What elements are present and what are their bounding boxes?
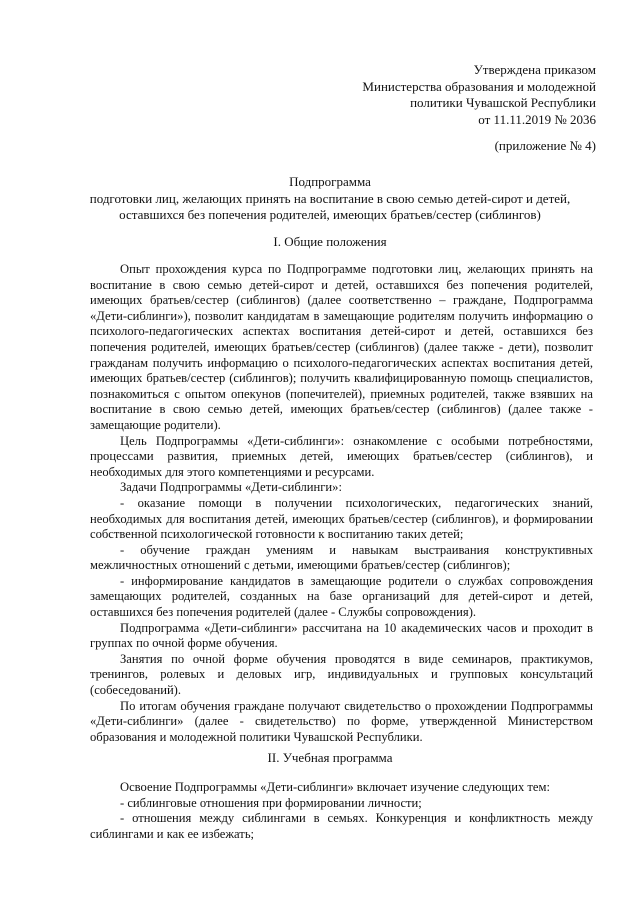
list-item: - информирование кандидатов в замещающие родители о службах сопровождения замещающих родителей, созданных на базе организаций для детей-сирот и детей, оставшихся без попечения родителей (далее - Службы сопровождения). [90,573,593,620]
approval-line: Утверждена приказом [473,62,596,77]
paragraph: Занятия по очной форме обучения проводятся в виде семинаров, практикумов, тренингов, ролевых и деловых игр, индивидуальных и групповых консультаций (собеседований). [90,651,593,698]
document-title [60,174,600,224]
section-2-body [90,780,593,842]
section-1-heading: I. Общие положения [273,234,387,249]
list-item: - обучение граждан умениям и навыкам выстраивания конструктивных межличностных отношений с детьми, имеющими братьев/сестер (сиблингов); [90,542,593,573]
paragraph: Задачи Подпрограммы «Дети-сиблинги»: [120,480,342,495]
list-item: - сиблинговые отношения при формировании личности; [120,795,422,810]
approval-block [362,62,596,128]
paragraph: Опыт прохождения курса по Подпрограмме подготовки лиц, желающих принять на воспитание в свою семью детей-сирот и детей, оставшихся без попечения родителей, имеющих братьев/сестер (сиблингов) (далее соответственно – граждане, Подпрограмма «Дети-сиблинги»), позволит кандидатам в замещающие родителям получить информацию о психолого-педагогических аспектах воспитания детей-сирот и детей, оставшихся без попечения родителей, имеющих братьев/сестер (сиблингов) (далее также - дети), позволит гражданам получить информацию о психолого-педагогических аспектах воспитания детей, имеющих братьев/сестер (сиблингов); получить квалифицированную помощь специалистов, познакомиться с опытом опекунов (попечителей), приемных родителей, также взявших на воспитание в свою семью детей, имеющих братьев/сестер (сиблингов) (далее также - замещающие родители). [90,262,593,432]
approval-order-date: от 11.11.2019 № 2036 [478,111,596,127]
title-line: Подпрограмма [289,174,371,189]
paragraph: Цель Подпрограммы «Дети-сиблинги»: ознакомление с особыми потребностями, процессами развития, приемных детей, имеющих братьев/сестер (сиблингов), и необходимых для этого компетенциями и ресурсами. [90,433,593,479]
list-item: - отношения между сиблингами в семьях. Конкуренция и конфликтность между сиблингами и как ее избежать; [90,811,593,841]
title-line: подготовки лиц, желающих принять на воспитание в свою семью детей-сирот и детей, [89,190,571,206]
title-line: оставшихся без попечения родителей, имеющих братьев/сестер (сиблингов) [119,207,541,222]
appendix-note: (приложение № 4) [494,138,596,153]
paragraph: Подпрограмма «Дети-сиблинги» рассчитана на 10 академических часов и проходит в группах по очной форме обучения. [90,620,593,651]
paragraph: Освоение Подпрограммы «Дети-сиблинги» включает изучение следующих тем: [120,780,550,794]
paragraph: По итогам обучения граждане получают свидетельство о прохождении Подпрограммы «Дети-сиблинги» (далее - свидетельство) по форме, утвержденной Министерством образования и молодежной политики Чувашской Республики. [90,698,593,744]
section-2-heading: II. Учебная программа [267,750,393,765]
section-1-body [90,262,593,745]
approval-line: политики Чувашской Республики [410,95,596,110]
approval-line: Министерства образования и молодежной [362,78,596,94]
list-item: - оказание помощи в получении психологических, педагогических знаний, необходимых для воспитания детей, имеющих братьев/сестер (сиблингов), и формировании собственной психологической готовности к воспитанию таких детей; [90,495,593,542]
